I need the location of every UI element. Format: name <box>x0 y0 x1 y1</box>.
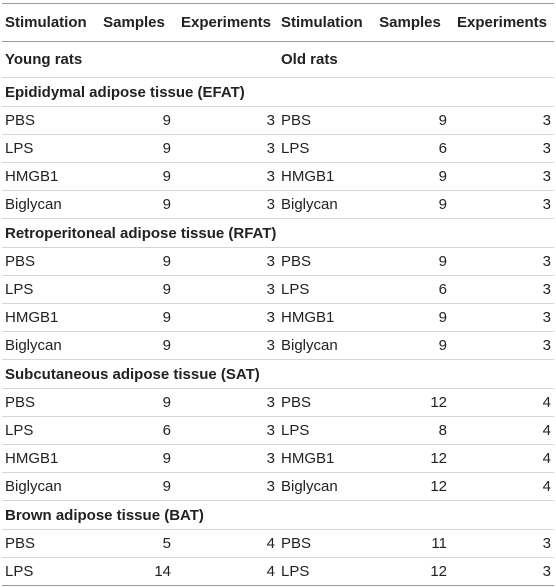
cell-samples-old: 12 <box>370 558 450 586</box>
cell-experiments-young: 3 <box>174 332 278 360</box>
section-title: Brown adipose tissue (BAT) <box>2 501 554 530</box>
cell-experiments-young: 3 <box>174 473 278 501</box>
cell-samples-young: 9 <box>94 445 174 473</box>
cell-stimulation-old: Biglycan <box>278 332 370 360</box>
section-row <box>2 78 554 107</box>
cell-samples-old: 9 <box>370 248 450 276</box>
section-title: Epididymal adipose tissue (EFAT) <box>2 78 554 107</box>
section-title: Subcutaneous adipose tissue (SAT) <box>2 360 554 389</box>
section-title: Retroperitoneal adipose tissue (RFAT) <box>2 219 554 248</box>
cell-stimulation-old: HMGB1 <box>278 304 370 332</box>
cell-stimulation-young: Biglycan <box>2 473 94 501</box>
cell-samples-young: 14 <box>94 558 174 586</box>
group-row <box>2 42 554 78</box>
cell-stimulation-old: PBS <box>278 530 370 558</box>
cell-experiments-young: 3 <box>174 163 278 191</box>
table-row <box>2 530 554 558</box>
cell-experiments-old: 4 <box>450 417 554 445</box>
header-experiments-old: Experiments <box>450 4 554 42</box>
cell-samples-young: 9 <box>94 276 174 304</box>
table-row <box>2 417 554 445</box>
cell-experiments-old: 3 <box>450 135 554 163</box>
cell-experiments-old: 4 <box>450 473 554 501</box>
cell-samples-old: 6 <box>370 276 450 304</box>
cell-experiments-young: 3 <box>174 445 278 473</box>
table-row <box>2 135 554 163</box>
table-row <box>2 191 554 219</box>
cell-experiments-young: 3 <box>174 276 278 304</box>
cell-samples-old: 9 <box>370 191 450 219</box>
cell-samples-old: 9 <box>370 163 450 191</box>
cell-samples-young: 9 <box>94 248 174 276</box>
cell-experiments-young: 3 <box>174 417 278 445</box>
table-row <box>2 332 554 360</box>
cell-samples-old: 8 <box>370 417 450 445</box>
cell-stimulation-young: HMGB1 <box>2 163 94 191</box>
cell-experiments-young: 3 <box>174 304 278 332</box>
data-table <box>2 3 554 586</box>
cell-stimulation-young: Biglycan <box>2 191 94 219</box>
section-row <box>2 501 554 530</box>
header-samples-old: Samples <box>370 4 450 42</box>
cell-experiments-old: 3 <box>450 107 554 135</box>
table-row <box>2 276 554 304</box>
table-row <box>2 248 554 276</box>
table-row <box>2 558 554 586</box>
cell-samples-young: 9 <box>94 107 174 135</box>
cell-stimulation-old: LPS <box>278 135 370 163</box>
cell-stimulation-old: LPS <box>278 417 370 445</box>
cell-stimulation-young: PBS <box>2 248 94 276</box>
cell-stimulation-old: HMGB1 <box>278 163 370 191</box>
cell-samples-old: 11 <box>370 530 450 558</box>
cell-experiments-old: 3 <box>450 163 554 191</box>
cell-stimulation-young: LPS <box>2 558 94 586</box>
cell-samples-old: 9 <box>370 107 450 135</box>
cell-stimulation-old: PBS <box>278 248 370 276</box>
cell-samples-young: 9 <box>94 389 174 417</box>
cell-experiments-young: 4 <box>174 558 278 586</box>
section-row <box>2 219 554 248</box>
cell-stimulation-young: LPS <box>2 417 94 445</box>
cell-samples-old: 9 <box>370 304 450 332</box>
cell-samples-young: 9 <box>94 304 174 332</box>
cell-experiments-old: 3 <box>450 304 554 332</box>
cell-samples-young: 9 <box>94 191 174 219</box>
cell-stimulation-young: HMGB1 <box>2 304 94 332</box>
table-row <box>2 473 554 501</box>
cell-samples-old: 12 <box>370 389 450 417</box>
cell-experiments-young: 3 <box>174 389 278 417</box>
cell-stimulation-young: PBS <box>2 389 94 417</box>
cell-experiments-old: 3 <box>450 530 554 558</box>
cell-stimulation-young: PBS <box>2 530 94 558</box>
table-row <box>2 304 554 332</box>
table-row <box>2 445 554 473</box>
section-row <box>2 360 554 389</box>
cell-samples-young: 5 <box>94 530 174 558</box>
cell-experiments-old: 4 <box>450 389 554 417</box>
cell-experiments-old: 3 <box>450 332 554 360</box>
cell-experiments-young: 3 <box>174 107 278 135</box>
cell-samples-young: 6 <box>94 417 174 445</box>
cell-stimulation-old: LPS <box>278 276 370 304</box>
header-samples-young: Samples <box>94 4 174 42</box>
group-label-young: Young rats <box>2 42 278 78</box>
header-experiments-young: Experiments <box>174 4 278 42</box>
cell-stimulation-old: LPS <box>278 558 370 586</box>
cell-samples-old: 12 <box>370 473 450 501</box>
table-row <box>2 107 554 135</box>
cell-experiments-old: 3 <box>450 558 554 586</box>
header-stimulation-old: Stimulation <box>278 4 370 42</box>
cell-stimulation-old: PBS <box>278 107 370 135</box>
cell-experiments-young: 3 <box>174 248 278 276</box>
cell-samples-old: 9 <box>370 332 450 360</box>
cell-samples-young: 9 <box>94 473 174 501</box>
cell-stimulation-young: HMGB1 <box>2 445 94 473</box>
cell-experiments-young: 3 <box>174 135 278 163</box>
cell-experiments-old: 3 <box>450 248 554 276</box>
cell-samples-young: 9 <box>94 163 174 191</box>
cell-samples-young: 9 <box>94 135 174 163</box>
cell-experiments-young: 4 <box>174 530 278 558</box>
header-row <box>2 4 554 42</box>
header-stimulation-young: Stimulation <box>2 4 94 42</box>
cell-experiments-old: 4 <box>450 445 554 473</box>
cell-stimulation-young: LPS <box>2 135 94 163</box>
cell-stimulation-old: HMGB1 <box>278 445 370 473</box>
cell-stimulation-young: LPS <box>2 276 94 304</box>
group-label-old: Old rats <box>278 42 554 78</box>
cell-stimulation-old: Biglycan <box>278 191 370 219</box>
cell-stimulation-old: Biglycan <box>278 473 370 501</box>
cell-stimulation-young: PBS <box>2 107 94 135</box>
cell-experiments-young: 3 <box>174 191 278 219</box>
cell-stimulation-old: PBS <box>278 389 370 417</box>
cell-stimulation-young: Biglycan <box>2 332 94 360</box>
table-row <box>2 389 554 417</box>
cell-samples-old: 6 <box>370 135 450 163</box>
table-row <box>2 163 554 191</box>
cell-samples-old: 12 <box>370 445 450 473</box>
cell-experiments-old: 3 <box>450 191 554 219</box>
cell-experiments-old: 3 <box>450 276 554 304</box>
cell-samples-young: 9 <box>94 332 174 360</box>
